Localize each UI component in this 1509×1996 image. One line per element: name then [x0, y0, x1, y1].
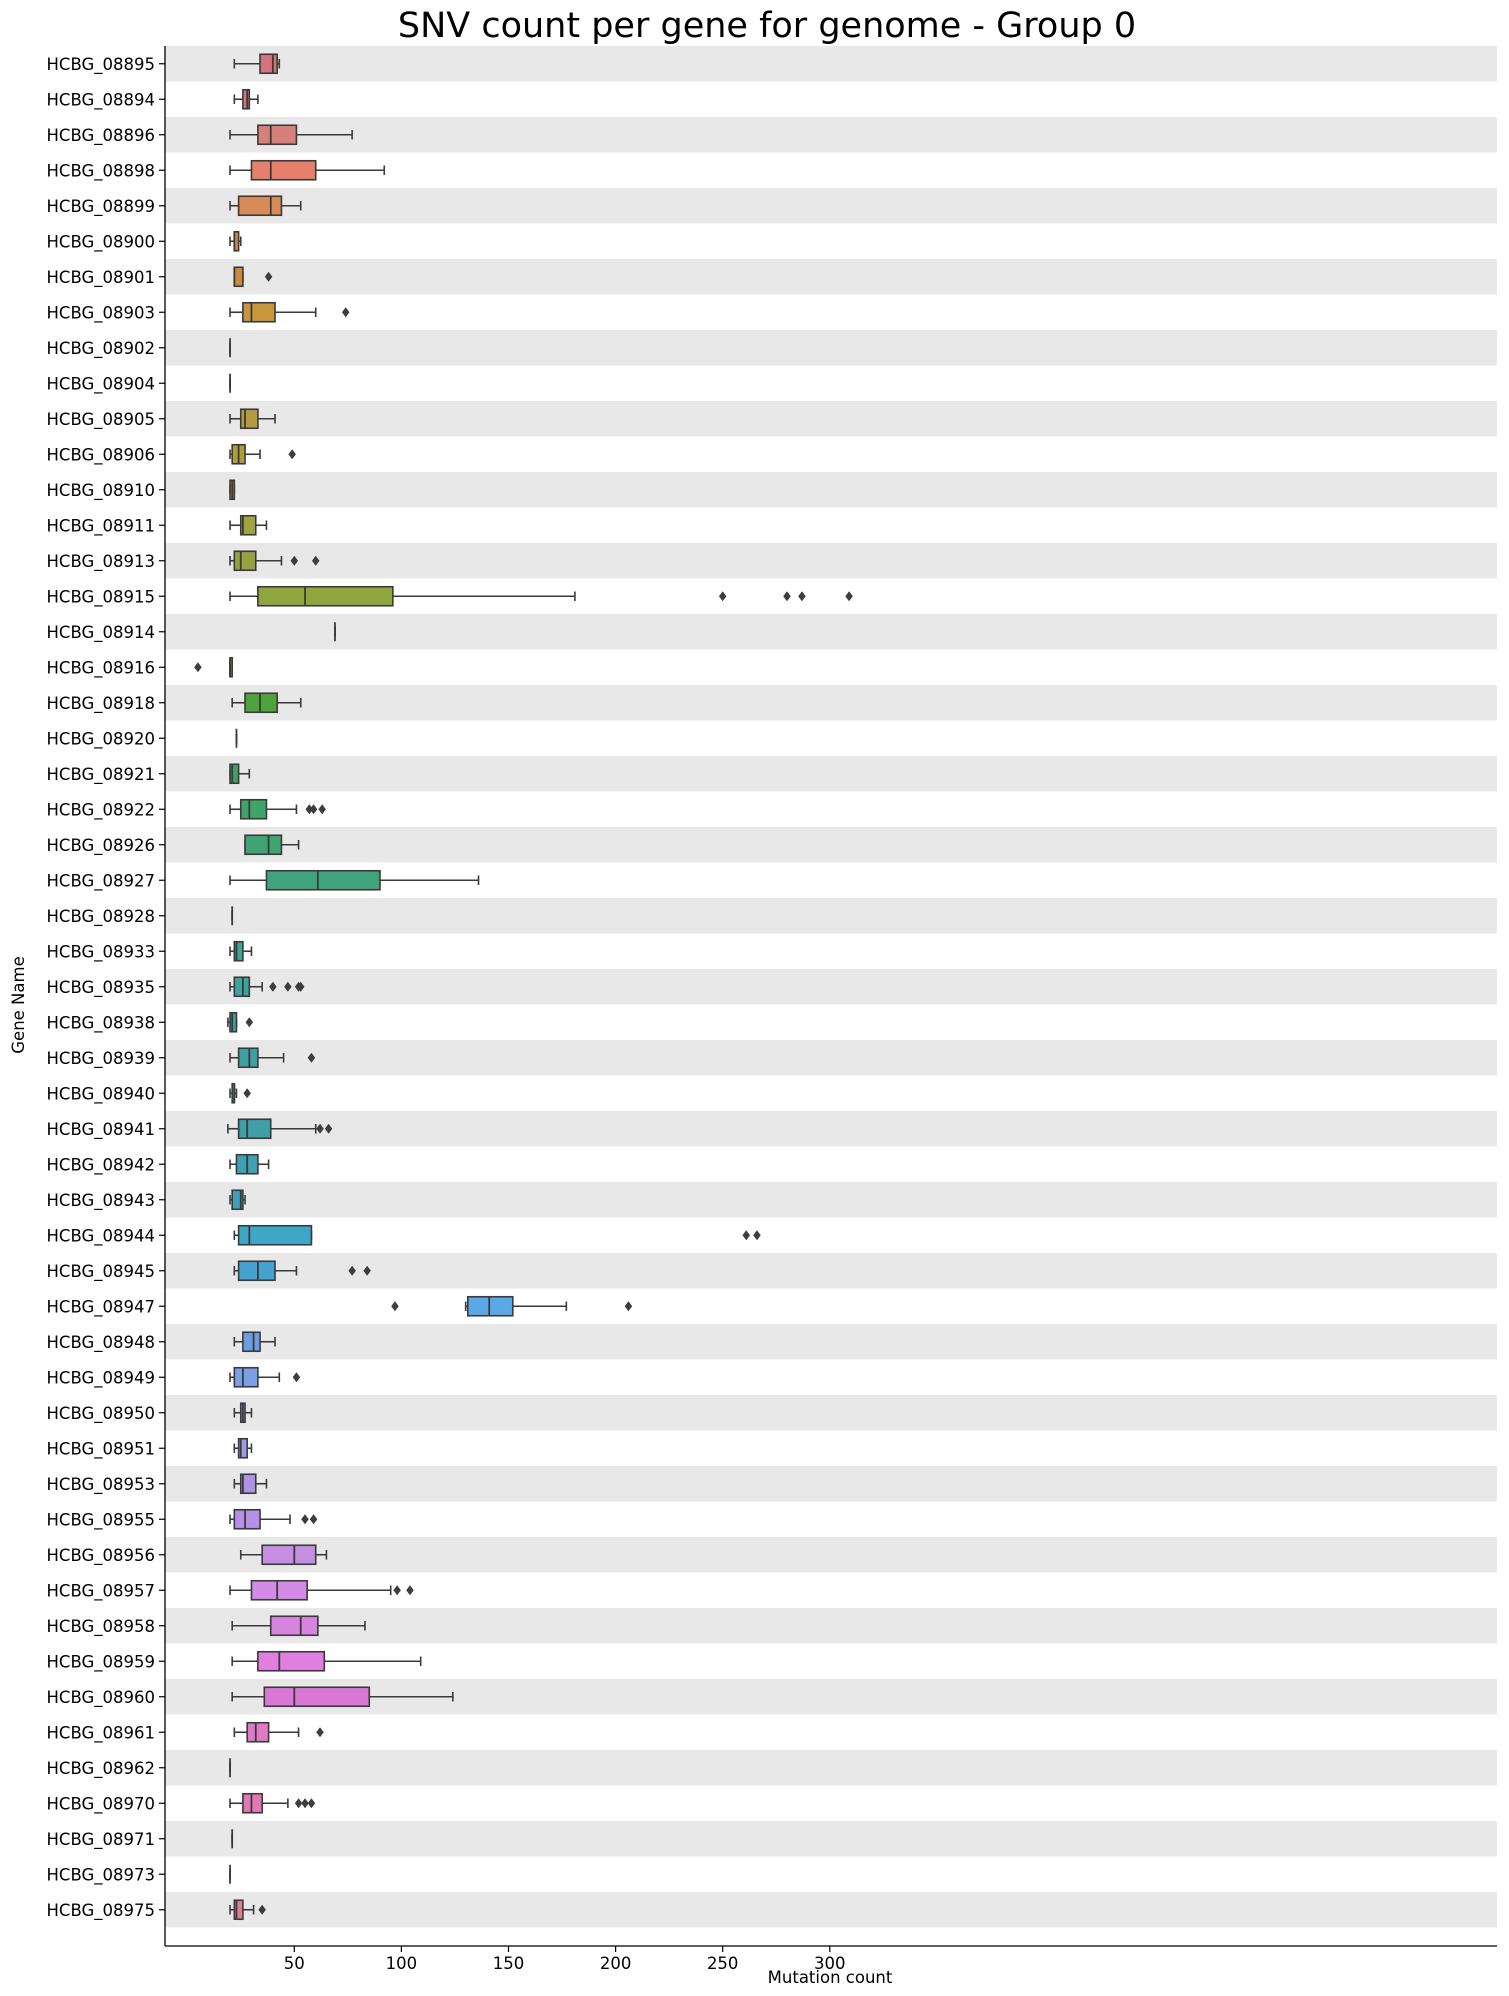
x-tick-label: 100 — [385, 1954, 418, 1973]
outlier-point — [342, 307, 350, 317]
iqr-box — [234, 551, 255, 570]
iqr-box — [271, 1616, 318, 1635]
box-hcbg_08970 — [230, 1794, 315, 1813]
outlier-point — [310, 804, 318, 814]
y-tick-label: HCBG_08960 — [46, 1687, 155, 1707]
outlier-point — [288, 449, 296, 459]
background-band — [165, 46, 1497, 82]
chart-title: SNV count per gene for genome - Group 0 — [397, 6, 1137, 46]
outlier-point — [301, 1514, 309, 1524]
y-tick-label: HCBG_08935 — [46, 977, 155, 997]
background-bands — [165, 46, 1497, 1928]
outlier-point — [625, 1301, 633, 1311]
y-tick-label: HCBG_08939 — [46, 1048, 155, 1068]
background-band — [165, 330, 1497, 366]
box-hcbg_08942 — [230, 1155, 269, 1174]
y-tick-label: HCBG_08943 — [46, 1190, 155, 1210]
iqr-box — [264, 1687, 369, 1706]
iqr-box — [251, 1581, 307, 1600]
outlier-point — [393, 1585, 401, 1595]
background-band — [165, 614, 1497, 650]
background-band — [165, 1821, 1497, 1857]
outlier-point — [308, 1798, 316, 1808]
y-tick-label: HCBG_08950 — [46, 1403, 155, 1423]
y-tick-label: HCBG_08905 — [46, 409, 155, 429]
y-tick-label: HCBG_08928 — [46, 906, 155, 926]
background-band — [165, 1182, 1497, 1218]
box-hcbg_08955 — [230, 1510, 317, 1529]
y-tick-label: HCBG_08947 — [46, 1297, 155, 1317]
iqr-box — [239, 196, 282, 215]
background-band — [165, 969, 1497, 1005]
background-band — [165, 259, 1497, 295]
x-tick-label: 250 — [706, 1954, 739, 1973]
outlier-point — [316, 1727, 324, 1737]
y-tick-label: HCBG_08916 — [46, 658, 155, 678]
y-tick-label: HCBG_08900 — [46, 232, 155, 252]
outlier-point — [391, 1301, 399, 1311]
box-hcbg_08894 — [234, 90, 258, 109]
y-tick-label: HCBG_08975 — [46, 1900, 155, 1920]
iqr-box — [239, 1261, 275, 1280]
y-tick-label: HCBG_08904 — [46, 374, 155, 394]
background-band — [165, 1750, 1497, 1786]
outlier-point — [295, 1798, 303, 1808]
y-tick-label: HCBG_08957 — [46, 1581, 155, 1601]
x-tick-label: 50 — [283, 1954, 305, 1973]
y-tick-label: HCBG_08959 — [46, 1652, 155, 1672]
box-hcbg_08903 — [230, 303, 349, 322]
y-tick-label: HCBG_08970 — [46, 1794, 155, 1814]
y-tick-label: HCBG_08940 — [46, 1084, 155, 1104]
iqr-box — [234, 1510, 260, 1529]
x-tick-label: 300 — [814, 1954, 846, 1973]
iqr-box — [468, 1297, 513, 1316]
box-hcbg_08906 — [230, 445, 296, 464]
box-hcbg_08911 — [230, 516, 266, 535]
y-axis — [47, 46, 165, 1946]
outlier-point — [310, 1514, 318, 1524]
y-tick-label: HCBG_08927 — [46, 871, 155, 891]
box-hcbg_08933 — [230, 942, 251, 961]
background-band — [165, 1892, 1497, 1928]
box-hcbg_08947 — [391, 1297, 632, 1316]
y-tick-label: HCBG_08944 — [46, 1226, 155, 1246]
y-tick-label: HCBG_08941 — [46, 1119, 155, 1139]
box-hcbg_08944 — [234, 1226, 760, 1245]
outlier-point — [301, 1798, 309, 1808]
background-band — [165, 685, 1497, 721]
box-hcbg_08957 — [230, 1581, 414, 1600]
background-band — [165, 1466, 1497, 1502]
y-tick-label: HCBG_08971 — [46, 1829, 155, 1849]
y-tick-label: HCBG_08894 — [46, 90, 155, 110]
y-tick-label: HCBG_08920 — [46, 729, 155, 749]
background-band — [165, 898, 1497, 934]
background-band — [165, 1111, 1497, 1147]
iqr-box — [234, 977, 249, 996]
background-band — [165, 117, 1497, 153]
y-tick-label: HCBG_08951 — [46, 1439, 155, 1459]
iqr-box — [239, 1048, 258, 1067]
y-tick-label: HCBG_08898 — [46, 161, 155, 181]
box-hcbg_08922 — [230, 800, 326, 819]
box-hcbg_08943 — [230, 1190, 245, 1209]
background-band — [165, 827, 1497, 863]
outlier-point — [753, 1230, 761, 1240]
y-tick-label: HCBG_08918 — [46, 693, 155, 713]
y-tick-label: HCBG_08948 — [46, 1332, 155, 1352]
y-tick-label: HCBG_08945 — [46, 1261, 155, 1281]
background-band — [165, 1040, 1497, 1076]
outlier-point — [194, 662, 202, 672]
x-axis-label: Mutation count — [767, 1968, 893, 1987]
box-hcbg_08915 — [230, 587, 853, 606]
y-tick-label: HCBG_08942 — [46, 1155, 155, 1175]
outlier-point — [293, 1372, 301, 1382]
y-tick-label: HCBG_08911 — [46, 516, 155, 536]
iqr-box — [245, 835, 281, 854]
y-tick-label: HCBG_08973 — [46, 1865, 155, 1885]
y-tick-label: HCBG_08903 — [46, 303, 155, 323]
iqr-box — [245, 693, 277, 712]
box-hcbg_08949 — [230, 1368, 300, 1387]
y-tick-label: HCBG_08955 — [46, 1510, 155, 1530]
y-tick-label: HCBG_08901 — [46, 267, 155, 287]
outlier-point — [318, 804, 326, 814]
y-tick-label: HCBG_08961 — [46, 1723, 155, 1743]
iqr-box — [241, 409, 258, 428]
outlier-point — [243, 1088, 251, 1098]
iqr-box — [234, 1368, 258, 1387]
iqr-box — [266, 871, 380, 890]
background-band — [165, 1537, 1497, 1573]
background-band — [165, 188, 1497, 224]
y-tick-label: HCBG_08922 — [46, 800, 155, 820]
iqr-box — [258, 125, 297, 144]
y-tick-label: HCBG_08902 — [46, 338, 155, 358]
y-tick-label: HCBG_08899 — [46, 196, 155, 216]
y-axis-label: Gene Name — [9, 956, 28, 1054]
iqr-box — [243, 1794, 262, 1813]
x-tick-label: 150 — [492, 1954, 525, 1973]
box-hcbg_08900 — [230, 232, 241, 251]
y-tick-label: HCBG_08896 — [46, 125, 155, 145]
box-hcbg_08959 — [232, 1652, 420, 1671]
outlier-point — [246, 1017, 254, 1027]
box-hcbg_08961 — [234, 1723, 323, 1742]
background-band — [165, 756, 1497, 792]
iqr-box — [243, 1332, 260, 1351]
iqr-box — [258, 1652, 324, 1671]
y-tick-label: HCBG_08921 — [46, 764, 155, 784]
box-hcbg_08940 — [230, 1084, 251, 1103]
box-hcbg_08898 — [230, 161, 384, 180]
iqr-box — [247, 1723, 268, 1742]
iqr-box — [230, 1013, 236, 1032]
outlier-point — [719, 591, 727, 601]
iqr-box — [260, 54, 277, 73]
background-band — [165, 1395, 1497, 1431]
box-hcbg_08916 — [194, 658, 232, 677]
y-tick-label: HCBG_08910 — [46, 480, 155, 500]
outlier-point — [783, 591, 791, 601]
y-tick-label: HCBG_08895 — [46, 54, 155, 74]
iqr-box — [239, 1119, 271, 1138]
y-tick-label: HCBG_08914 — [46, 622, 155, 642]
background-band — [165, 543, 1497, 579]
y-tick-label: HCBG_08933 — [46, 942, 155, 962]
y-tick-label: HCBG_08949 — [46, 1368, 155, 1388]
outlier-point — [406, 1585, 414, 1595]
y-tick-label: HCBG_08926 — [46, 835, 155, 855]
box-hcbg_08938 — [228, 1013, 253, 1032]
y-tick-label: HCBG_08958 — [46, 1616, 155, 1636]
background-band — [165, 1324, 1497, 1360]
x-tick-label: 200 — [599, 1954, 632, 1973]
iqr-box — [258, 587, 393, 606]
iqr-box — [241, 800, 267, 819]
iqr-box — [251, 161, 315, 180]
y-tick-label: HCBG_08938 — [46, 1013, 155, 1033]
y-tick-label: HCBG_08953 — [46, 1474, 155, 1494]
box-hcbg_08927 — [230, 871, 478, 890]
y-tick-label: HCBG_08913 — [46, 551, 155, 571]
box-hcbg_08951 — [234, 1439, 251, 1458]
y-tick-label: HCBG_08915 — [46, 587, 155, 607]
box-hcbg_08910 — [230, 480, 234, 499]
y-tick-label: HCBG_08962 — [46, 1758, 155, 1778]
iqr-box — [243, 90, 249, 109]
outlier-point — [743, 1230, 751, 1240]
iqr-box — [262, 1545, 316, 1564]
y-tick-label: HCBG_08906 — [46, 445, 155, 465]
background-band — [165, 472, 1497, 508]
outlier-point — [845, 591, 853, 601]
outlier-point — [798, 591, 806, 601]
y-tick-label: HCBG_08956 — [46, 1545, 155, 1565]
background-band — [165, 401, 1497, 437]
iqr-box — [243, 303, 275, 322]
iqr-box — [234, 267, 243, 286]
